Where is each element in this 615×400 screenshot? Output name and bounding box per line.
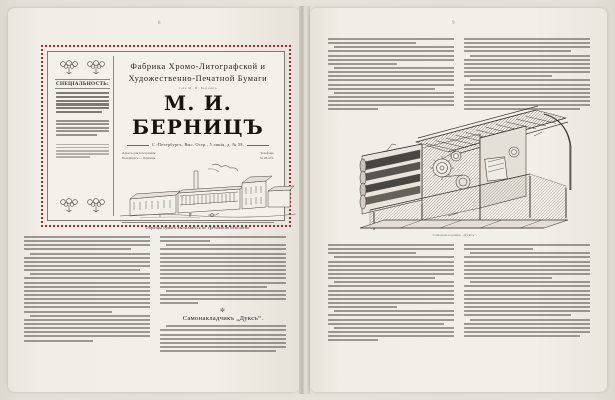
- advertisement-sidebar-paragraph-3: [56, 144, 109, 158]
- advertisement-sidebar-paragraph-1: [56, 92, 109, 113]
- left-page-columns: [24, 236, 286, 354]
- left-page-folio: 8: [158, 21, 161, 26]
- left-page-column-2: [160, 236, 286, 354]
- advertisement-telegraph: [122, 151, 156, 161]
- advertisement-telegraph-line-1: Адресъ для телеграммъ:: [122, 151, 157, 155]
- advertisement-frame: [47, 51, 285, 230]
- left-page: [8, 8, 300, 392]
- advertisement-address: [116, 142, 280, 147]
- advertisement-contacts: [116, 151, 280, 161]
- advertisement-telegraph-line-2: Петербургъ — Берницъ.: [122, 155, 157, 160]
- factory-engraving: [120, 163, 276, 221]
- floral-ornament-icon: [85, 60, 107, 75]
- floral-ornament-icon: [85, 198, 107, 213]
- left-page-column-1: [24, 236, 150, 354]
- floral-ornament-icon: [58, 198, 80, 213]
- section-ornament: ✻: [219, 308, 227, 315]
- right-page-folio: 9: [452, 21, 455, 26]
- advertisement-main: [116, 56, 280, 230]
- advertisement-sidebar-paragraph-2: [56, 120, 109, 136]
- advertisement-title: [116, 62, 280, 147]
- ornament-row-top: [54, 58, 111, 75]
- advertisement-telephone-line-1: Телефонъ: [260, 151, 274, 155]
- book-gutter: [299, 6, 310, 394]
- advertisement-telephone: [260, 151, 274, 161]
- advertisement-company-name: М. И. БЕРНИЦЪ: [131, 91, 265, 139]
- printing-press-engraving: [330, 96, 580, 236]
- floral-ornament-icon: [58, 60, 80, 75]
- advertisement-address-text: С.-Петербургъ, Выс. Остр., 5 линія, д. № 58.: [151, 142, 245, 147]
- ornament-row-bottom: [54, 196, 111, 213]
- advertisement-headline-line-2: Художественно-Печатной Бумаги: [128, 74, 268, 83]
- right-page-bottom-column-1: [328, 244, 454, 343]
- advertisement-headline-line-1: Фабрика Хромо-Литографской и: [130, 62, 266, 71]
- right-page-bottom-column-2: [464, 244, 590, 343]
- advertisement-specialty-heading: СПЕЦІАЛЬНОСТЬ:: [55, 81, 110, 87]
- advertisement-block: [41, 45, 291, 230]
- section-heading: Самонакладчикъ „Дуксъ“.: [182, 315, 264, 323]
- illustration-caption: Самонакладчикъ „Дуксъ“.: [432, 233, 478, 237]
- advertisement-sidebar: [52, 56, 114, 216]
- advertisement-footer: Образцы бумагъ высылаются по требованію безплатно.: [122, 222, 274, 230]
- advertisement-headline-small: т-ва М. И. Берницъ: [178, 86, 218, 90]
- advertisement-telephone-line-2: № 28-672.: [259, 155, 274, 160]
- right-page-bottom-columns: [328, 244, 590, 343]
